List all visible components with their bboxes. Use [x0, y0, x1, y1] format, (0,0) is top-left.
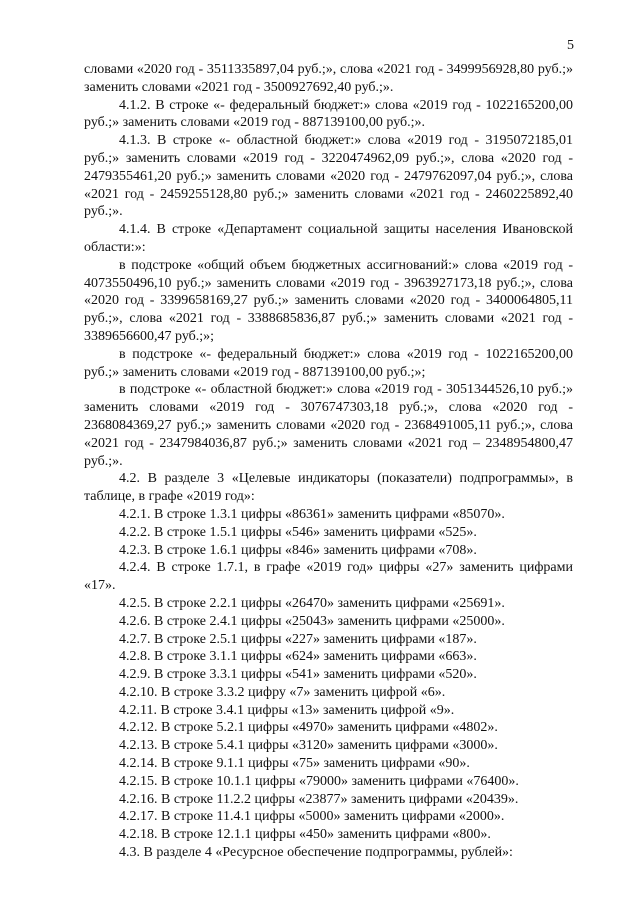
- document-body: [84, 61, 573, 862]
- paragraph: словами «2020 год - 3511335897,04 руб.;», слова «2021 год - 3499956928,80 руб.;» заменить словами «2021 год - 3500927692,40 руб.;».: [84, 62, 573, 95]
- paragraph: 4.1.4. В строке «Департамент социальной защиты населения Ивановской области:»:: [84, 222, 573, 255]
- paragraph: 4.2.16. В строке 11.2.2 цифры «23877» заменить цифрами «20439».: [119, 791, 519, 807]
- paragraph: 4.2.7. В строке 2.5.1 цифры «227» заменить цифрами «187».: [119, 631, 477, 647]
- paragraph: 4.2.3. В строке 1.6.1 цифры «846» заменить цифрами «708».: [119, 542, 477, 558]
- paragraph: 4.2.11. В строке 3.4.1 цифры «13» заменить цифрой «9».: [119, 702, 455, 718]
- paragraph: 4.1.2. В строке «- федеральный бюджет:» слова «2019 год - 1022165200,00 руб.;» заменить словами «2019 год - 887139100,00 руб.;».: [84, 97, 573, 131]
- paragraph: 4.2.14. В строке 9.1.1 цифры «75» заменить цифрами «90».: [119, 756, 470, 772]
- paragraph: 4.2.6. В строке 2.4.1 цифры «25043» заменить цифрами «25000».: [119, 613, 505, 629]
- paragraph: 4.3. В разделе 4 «Ресурсное обеспечение подпрограммы, рублей»:: [119, 845, 513, 861]
- paragraph: 4.2.18. В строке 12.1.1 цифры «450» заменить цифрами «800».: [119, 827, 491, 843]
- paragraph: в подстроке «общий объем бюджетных ассигнований:» слова «2019 год - 4073550496,10 руб.;» заменить словами «2019 год - 3963927173,18 руб.;», слова «2020 год - 3399658169,27 руб.;» заменить словами «2020 год - 3400064805,11 руб.;», слова «2021 год - 3388685836,87 руб.;» заменить словами «2021 год - 3389656600,47 руб.;»;: [84, 257, 573, 344]
- paragraph: 4.2.4. В строке 1.7.1, в графе «2019 год» цифры «27» заменить цифрами «17».: [84, 560, 573, 594]
- paragraph: в подстроке «- областной бюджет:» слова «2019 год - 3051344526,10 руб.;» заменить словами «2019 год - 3076747303,18 руб.;», слова «2020 год - 2368084369,27 руб.;» заменить словами «2020 год - 2368491005,11 руб.;», слова «2021 год - 2347984036,87 руб.;» заменить словами «2021 год – 2348954800,47 руб.;».: [84, 382, 573, 469]
- paragraph: 4.2.9. В строке 3.3.1 цифры «541» заменить цифрами «520».: [119, 667, 477, 683]
- paragraph: 4.2.2. В строке 1.5.1 цифры «546» заменить цифрами «525».: [119, 524, 477, 540]
- paragraph: 4.2.17. В строке 11.4.1 цифры «5000» заменить цифрами «2000».: [119, 809, 505, 825]
- page-number: 5: [567, 38, 574, 53]
- paragraph: 4.2. В разделе 3 «Целевые индикаторы (показатели) подпрограммы», в таблице, в графе «2019 год»:: [84, 471, 573, 505]
- paragraph: в подстроке «- федеральный бюджет:» слова «2019 год - 1022165200,00 руб.;» заменить словами «2019 год - 887139100,00 руб.;»;: [84, 346, 573, 380]
- paragraph: 4.1.3. В строке «- областной бюджет:» слова «2019 год - 3195072185,01 руб.;» заменить словами «2019 год - 3220474962,09 руб.;», слова «2020 год - 2479355461,20 руб.;» заменить словами «2020 год - 2479762097,04 руб.;», слова «2021 год - 2459255128,80 руб.;» заменить словами «2021 год - 2460225892,40 руб.;».: [84, 133, 573, 220]
- paragraph: 4.2.13. В строке 5.4.1 цифры «3120» заменить цифрами «3000».: [119, 738, 498, 754]
- paragraph: 4.2.10. В строке 3.3.2 цифру «7» заменить цифрой «6».: [119, 684, 446, 700]
- paragraph: 4.2.8. В строке 3.1.1 цифры «624» заменить цифрами «663».: [119, 649, 477, 665]
- paragraph: 4.2.12. В строке 5.2.1 цифры «4970» заменить цифрами «4802».: [119, 720, 498, 736]
- paragraph: 4.2.15. В строке 10.1.1 цифры «79000» заменить цифрами «76400».: [119, 773, 519, 789]
- paragraph: 4.2.1. В строке 1.3.1 цифры «86361» заменить цифрами «85070».: [119, 506, 505, 522]
- paragraph: 4.2.5. В строке 2.2.1 цифры «26470» заменить цифрами «25691».: [119, 595, 505, 611]
